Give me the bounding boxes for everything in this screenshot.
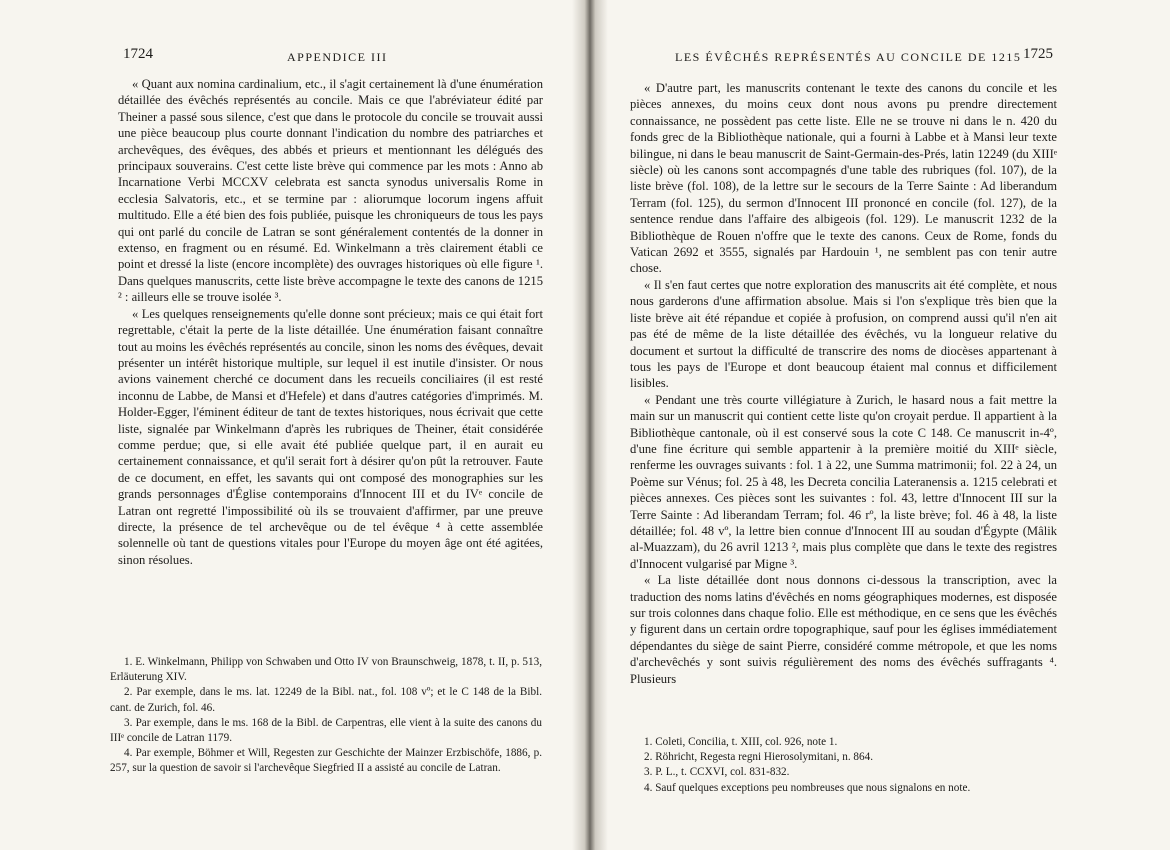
paragraph: « D'autre part, les manuscrits contenant le texte des canons du concile et les pièces annexes, du moins ceux dont nous avons pu prendre directement connaissance, ne possèdent pas cette liste. Elle ne se trouve ni dans le n. 420 du fonds grec de la Bibliothèque nationale, qui a fourni à Labbe et à Mansi leur texte bilingue, ni dans le beau manuscrit de Saint-Germain-des-Prés, latin 12249 (du XIIIᵉ siècle) où les canons sont accompagnés d'une table des rubriques (fol. 107), de la liste brève (fol. 108), de la lettre sur le secours de la Terre Sainte : Ad liberandum Terram (fol. 125), du sermon d'Innocent III prononcé en concile (fol. 127), de la sentence rendue dans l'affaire des albigeois (fol. 129). Le manuscrit 1232 de la Bibliothèque de Rouen n'offre que le texte des canons. Ceux de Rome, fonds du Vatican 2692 et 3555, signalés par Hardouin ¹, ne semblent pas con tenir autre chose.	[630, 81, 1057, 276]
footnote: 4. Sauf quelques exceptions peu nombreuses que nous signalons en note.	[644, 781, 971, 794]
footnote: 2. Röhricht, Regesta regni Hierosolymitani, n. 864.	[644, 751, 873, 764]
page-number: 1725	[1023, 46, 1053, 62]
main-text	[118, 76, 543, 568]
running-head: APPENDICE III	[287, 50, 388, 64]
page-number: 1724	[123, 46, 153, 62]
footnotes	[630, 735, 1057, 796]
footnote: 3. P. L., t. CCXVI, col. 831-832.	[644, 766, 790, 779]
footnotes	[110, 655, 542, 777]
footnote: 2. Par exemple, dans le ms. lat. 12249 de la Bibl. nat., fol. 108 vº; et le C 148 de la Bibl. cant. de Zurich, fol. 46.	[110, 686, 542, 714]
footnote: 4. Par exemple, Böhmer et Will, Regesten zur Geschichte der Mainzer Erzbischöfe, 1886, p. 257, sur la question de savoir si l'archevêque Siegfried II a assisté au concile de Latran.	[110, 747, 542, 775]
book-gutter	[572, 0, 608, 850]
footnote: 1. E. Winkelmann, Philipp von Schwaben und Otto IV von Braunschweig, 1878, t. II, p. 513, Erläuterung XIV.	[110, 656, 542, 684]
footnote: 1. Coleti, Concilia, t. XIII, col. 926, note 1.	[644, 736, 838, 748]
paragraph: « Il s'en faut certes que notre exploration des manuscrits ait été complète, et nous nous garderons d'une affirmation absolue. Mais si l'on s'explique très bien que la liste brève ait été répandue et copiée à profusion, on comprend aussi qu'il n'en ait pas été de même de la liste détaillée des évêchés, vu la longueur relative du document et surtout la difficulté de transcrire des noms de diocèses appartenant à tous les pays de l'Europe et dont beaucoup étaient mal connus et difficilement lisibles.	[630, 277, 1057, 391]
footnote: 3. Par exemple, dans le ms. 168 de la Bibl. de Carpentras, elle vient à la suite des canons du IIIᵉ concile de Latran 1179.	[110, 716, 542, 745]
paragraph: « La liste détaillée dont nous donnons ci-dessous la transcription, avec la traduction des noms latins d'évêchés en noms géographiques modernes, est disposée sur trois colonnes dans chaque folio. Elle est méthodique, en ce sens que les évêchés y figurent dans un certain ordre topographique, sauf pour les églises immédiatement dépendantes du siège de saint Pierre, considéré comme métropole, et que les noms d'archevêchés y sont suivis régulièrement des noms des évêchés suffragants ⁴. Plusieurs	[630, 573, 1057, 686]
main-text	[630, 80, 1057, 687]
paragraph: « Pendant une très courte villégiature à Zurich, le hasard nous a fait mettre la main sur un manuscrit qui contient cette liste qu'on croyait perdue. Il appartient à la Bibliothèque cantonale, où il est conservé sous la cote C 148. Ce manuscrit in-4º, d'une fine écriture qui semble appartenir à la première moitié du XIIIᵉ siècle, renferme les ouvrages suivants : fol. 1 à 22, une Summa matrimonii; fol. 22 à 24, un Poème sur Vénus; fol. 25 à 48, les Decreta concilia Lateranensis a. 1215 celebrati et pièces annexes. Ces pièces sont les suivantes : fol. 43, lettre d'Innocent III sur la Terre Sainte : Ad liberandam Terram; fol. 46 rº, la liste brève; fol. 46 à 48, la liste détaillée; fol. 48 vº, la lettre bien connue d'Innocent III au soudan d'Égypte (Mâlik al-Muazzam), du 26 avril 1213 ², mais plus complète que dans le texte des registres d'Innocent vulgarisé par Migne ³.	[630, 392, 1057, 571]
paragraph: « Quant aux nomina cardinalium, etc., il s'agit certainement là d'une énumération détaillée des évêchés représentés au concile. Mais ce que l'abréviateur édité par Theiner a passé sous silence, c'est que dans le protocole du concile se trouvait aussi une pièce beaucoup plus courte donnant l'indication du nombre des patriarches et archevêques, des évêques, des abbés et prieurs et mentionnant les délégués des principaux souverains. C'est cette liste brève qui commence par les mots : Anno ab Incarnatione Verbi MCCXV celebrata est sancta synodus universalis Rome in ecclesia Salvatoris, etc., et se termine par : aliorumque locorum ingens affuit multitudo. Elle a été bien des fois publiée, puisque les chroniqueurs de tous les pays qui ont parlé du concile de Latran se sont généralement contentés de la donner in extenso, en fragment ou en résumé. Ed. Winkelmann a très clairement établi ce point et dressé la liste (encore incomplète) des ouvrages historiques où elle figure ¹. Dans quelques manuscrits, cette liste brève accompagne le texte des canons de 1215 ² : ailleurs elle se trouve isolée ³.	[118, 77, 543, 305]
paragraph: « Les quelques renseignements qu'elle donne sont précieux; mais ce qui était fort regrettable, c'était la perte de la liste détaillée. Une énumération faisant connaître tout au moins les évêchés représentés au concile, sinon les noms des évêques, devait présenter un intérêt historique multiple, sur lequel il est inutile d'insister. Or nous avions vainement cherché ce document dans les recueils conciliaires (il est resté inconnu de Labbe, de Mansi et d'Hefele) et dans d'autres catégories d'imprimés. M. Holder-Egger, l'éminent éditeur de tant de textes historiques, nous écrivait que cette liste, signalée par Winkelmann d'après les rubriques de Theiner, était considérée comme perdue; que, si elle avait été publiée quelque part, il en aurait eu certainement connaissance, et qu'il serait fort à désirer qu'on pût la retrouver. Faute de ce document, en effet, les savants qui ont composé des monographies sur les grands personnages d'Église contemporains d'Innocent III et du IVᵉ concile de Latran ont regretté l'impossibilité où ils se trouvaient d'affirmer, par une preuve directe, la présence de tel archevêque ou de tel évêque ⁴ à cette assemblée solennelle où tant de questions vitales pour l'Europe du moyen âge ont été agitées, sinon résolues.	[118, 306, 543, 567]
right-page	[585, 0, 1170, 850]
running-head: LES ÉVÊCHÉS REPRÉSENTÉS AU CONCILE DE 1215	[675, 50, 1022, 64]
